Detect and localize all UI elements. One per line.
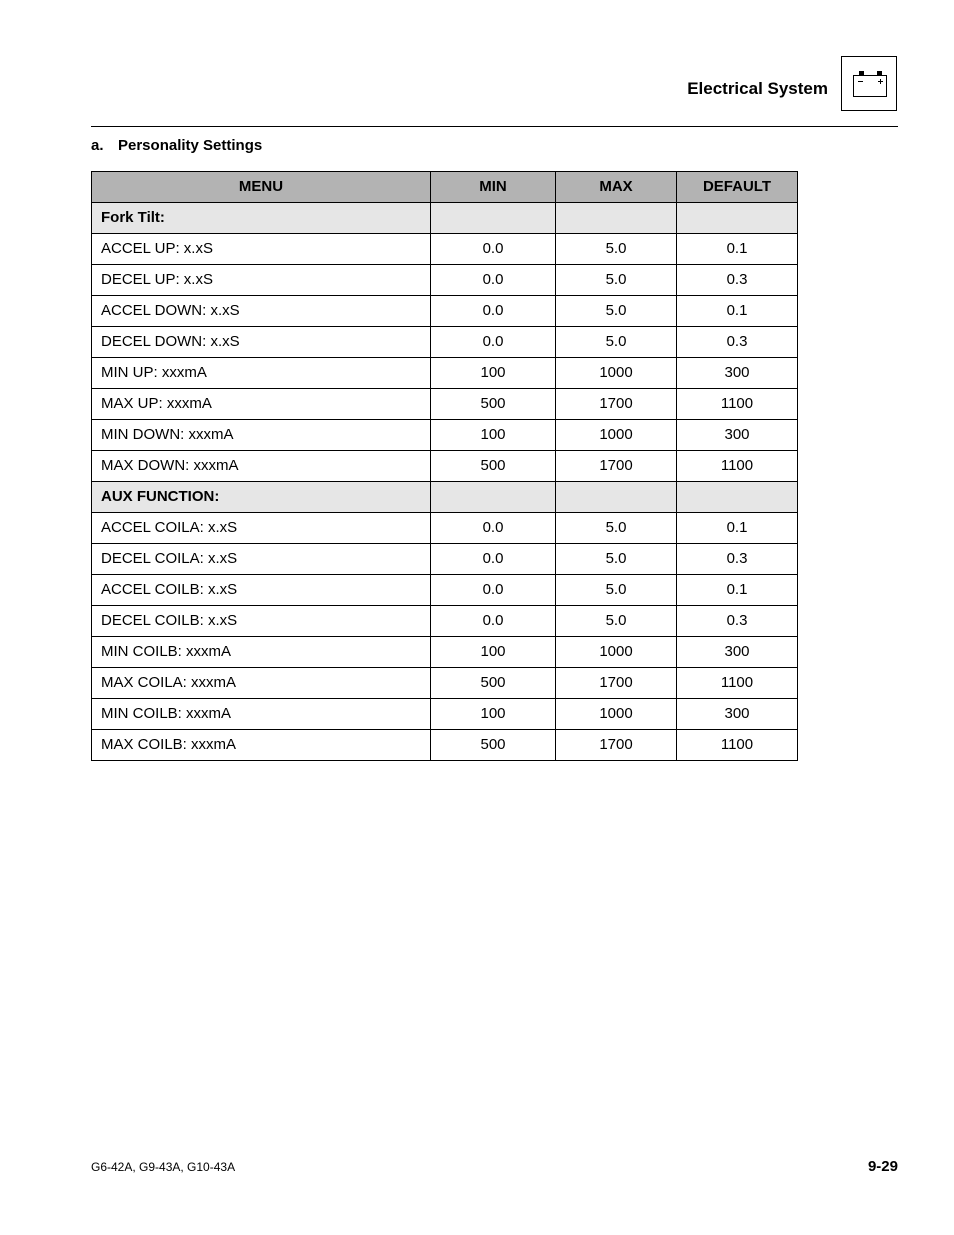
- header-divider: [91, 126, 898, 127]
- default-cell: 300: [677, 420, 798, 451]
- table-row: [92, 327, 798, 358]
- table-row: [92, 730, 798, 761]
- min-cell: 500: [431, 668, 556, 699]
- default-cell: 300: [677, 358, 798, 389]
- max-cell: 1700: [556, 730, 677, 761]
- menu-cell: ACCEL UP: x.xS: [92, 234, 431, 265]
- table-row: [92, 234, 798, 265]
- default-cell: 1100: [677, 389, 798, 420]
- min-cell: 0.0: [431, 575, 556, 606]
- max-cell: 5.0: [556, 544, 677, 575]
- section-letter: a.: [91, 137, 104, 154]
- default-cell: 0.1: [677, 513, 798, 544]
- min-cell: 0.0: [431, 327, 556, 358]
- section-icon-box: [841, 56, 897, 111]
- table-row: [92, 637, 798, 668]
- max-cell: 1000: [556, 420, 677, 451]
- menu-cell: MIN COILB: xxxmA: [92, 637, 431, 668]
- table-row: [92, 389, 798, 420]
- column-header-menu: MENU: [92, 172, 431, 203]
- table-row: [92, 668, 798, 699]
- menu-cell: DECEL DOWN: x.xS: [92, 327, 431, 358]
- table-group-row: [92, 203, 798, 234]
- menu-cell: AUX FUNCTION:: [92, 482, 431, 513]
- min-cell: 100: [431, 699, 556, 730]
- column-header-max: MAX: [556, 172, 677, 203]
- menu-cell: MAX COILB: xxxmA: [92, 730, 431, 761]
- min-cell: [431, 203, 556, 234]
- menu-cell: MAX DOWN: xxxmA: [92, 451, 431, 482]
- menu-cell: MIN DOWN: xxxmA: [92, 420, 431, 451]
- table-row: [92, 265, 798, 296]
- table-row: [92, 699, 798, 730]
- personality-settings-table: [91, 171, 798, 761]
- default-cell: 1100: [677, 730, 798, 761]
- section-title-text: Personality Settings: [118, 137, 263, 154]
- table-row: [92, 513, 798, 544]
- default-cell: 0.3: [677, 606, 798, 637]
- table-row: [92, 575, 798, 606]
- max-cell: 5.0: [556, 606, 677, 637]
- max-cell: [556, 203, 677, 234]
- column-header-min: MIN: [431, 172, 556, 203]
- max-cell: 1700: [556, 668, 677, 699]
- section-title: [91, 137, 262, 155]
- menu-cell: Fork Tilt:: [92, 203, 431, 234]
- footer-model-list: G6-42A, G9-43A, G10-43A: [91, 1160, 236, 1174]
- default-cell: 0.3: [677, 544, 798, 575]
- max-cell: 5.0: [556, 296, 677, 327]
- table-row: [92, 296, 798, 327]
- default-cell: 0.1: [677, 296, 798, 327]
- menu-cell: MIN COILB: xxxmA: [92, 699, 431, 730]
- max-cell: 1700: [556, 451, 677, 482]
- menu-cell: ACCEL COILB: x.xS: [92, 575, 431, 606]
- footer-page-number: 9-29: [867, 1158, 898, 1175]
- default-cell: 0.3: [677, 265, 798, 296]
- battery-icon: [852, 70, 888, 98]
- menu-cell: MIN UP: xxxmA: [92, 358, 431, 389]
- min-cell: 500: [431, 451, 556, 482]
- max-cell: 1000: [556, 637, 677, 668]
- default-cell: 1100: [677, 451, 798, 482]
- max-cell: 5.0: [556, 265, 677, 296]
- default-cell: [677, 203, 798, 234]
- menu-cell: DECEL COILA: x.xS: [92, 544, 431, 575]
- max-cell: 1000: [556, 358, 677, 389]
- table-header-row: [92, 172, 798, 203]
- min-cell: 0.0: [431, 606, 556, 637]
- table-body: [92, 203, 798, 761]
- max-cell: 5.0: [556, 234, 677, 265]
- min-cell: 500: [431, 730, 556, 761]
- max-cell: [556, 482, 677, 513]
- table-row: [92, 544, 798, 575]
- min-cell: 0.0: [431, 234, 556, 265]
- default-cell: 0.1: [677, 234, 798, 265]
- min-cell: 100: [431, 358, 556, 389]
- menu-cell: MAX UP: xxxmA: [92, 389, 431, 420]
- menu-cell: DECEL COILB: x.xS: [92, 606, 431, 637]
- table-group-row: [92, 482, 798, 513]
- table-row: [92, 451, 798, 482]
- table-row: [92, 420, 798, 451]
- default-cell: 300: [677, 637, 798, 668]
- default-cell: 0.1: [677, 575, 798, 606]
- menu-cell: MAX COILA: xxxmA: [92, 668, 431, 699]
- default-cell: 0.3: [677, 327, 798, 358]
- menu-cell: ACCEL DOWN: x.xS: [92, 296, 431, 327]
- table-row: [92, 606, 798, 637]
- min-cell: 0.0: [431, 296, 556, 327]
- max-cell: 1000: [556, 699, 677, 730]
- min-cell: 0.0: [431, 265, 556, 296]
- min-cell: 500: [431, 389, 556, 420]
- menu-cell: ACCEL COILA: x.xS: [92, 513, 431, 544]
- table-row: [92, 358, 798, 389]
- default-cell: 1100: [677, 668, 798, 699]
- default-cell: [677, 482, 798, 513]
- min-cell: 100: [431, 420, 556, 451]
- min-cell: 0.0: [431, 513, 556, 544]
- column-header-default: DEFAULT: [677, 172, 798, 203]
- max-cell: 5.0: [556, 327, 677, 358]
- max-cell: 5.0: [556, 575, 677, 606]
- page-header-title: Electrical System: [687, 79, 828, 98]
- menu-cell: DECEL UP: x.xS: [92, 265, 431, 296]
- min-cell: 0.0: [431, 544, 556, 575]
- min-cell: [431, 482, 556, 513]
- min-cell: 100: [431, 637, 556, 668]
- default-cell: 300: [677, 699, 798, 730]
- max-cell: 5.0: [556, 513, 677, 544]
- max-cell: 1700: [556, 389, 677, 420]
